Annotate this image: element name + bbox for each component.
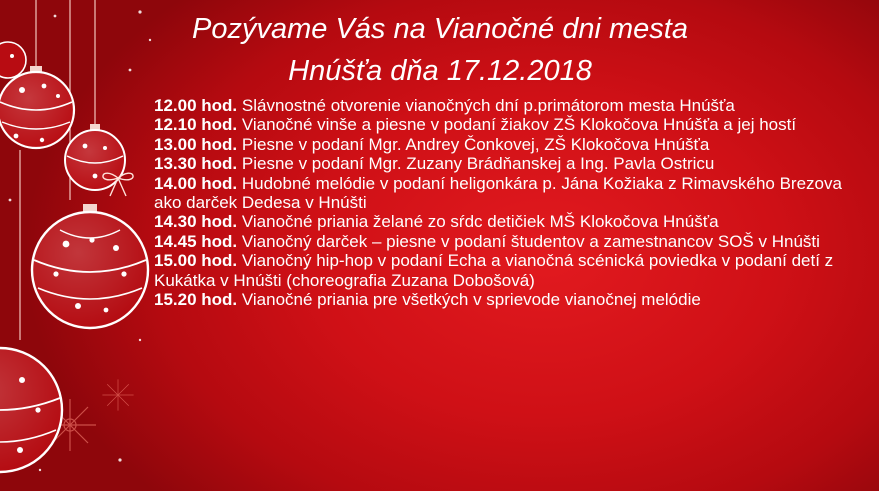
program-description: Vianočné vinše a piesne v podaní žiakov ZŠ Klokočova Hnúšťa a jej hostí — [241, 115, 797, 135]
program-list — [154, 96, 872, 309]
program-time: 12.00 hod. — [154, 96, 238, 115]
program-description: Vianočné priania želané zo sŕdc detičiek MŠ Klokočova Hnúšťa — [241, 212, 719, 232]
program-item — [154, 251, 872, 290]
program-description: Piesne v podaní Mgr. Zuzany Brádňanskej a Ing. Pavla Ostricu — [241, 154, 715, 174]
program-description: Vianočný hip-hop v podaní Echa a vianočná scénická poviedka v podaní detí z Kukátka v Hnúšti (choreografia Zuzana Dobošová) — [154, 251, 834, 290]
program-time: 14.00 hod. — [154, 173, 238, 193]
program-item — [154, 290, 872, 309]
program-description: Vianočné priania pre všetkých v sprievode vianočnej melódie — [241, 290, 701, 310]
program-description: Vianočný darček – piesne v podaní študentov a zamestnancov SOŠ v Hnúšti — [241, 231, 820, 251]
christmas-ball-icon — [65, 124, 125, 190]
program-item — [154, 174, 872, 213]
program-item — [154, 232, 872, 251]
program-item — [154, 135, 872, 154]
program-description: Piesne v podaní Mgr. Andrey Čonkovej, ZŠ Klokočova Hnúšťa — [241, 134, 710, 154]
program-item — [154, 115, 872, 134]
program-item — [154, 212, 872, 231]
program-time: 15.20 hod. — [154, 290, 238, 310]
program-item — [154, 96, 872, 115]
christmas-ball-icon — [0, 348, 62, 472]
program-item — [154, 154, 872, 173]
program-time: 13.30 hod. — [154, 154, 238, 174]
invitation-title-line-1: Pozývame Vás na Vianočné dni mesta — [192, 13, 688, 45]
program-time: 15.00 hod. — [154, 251, 238, 271]
program-time: 12.10 hod. — [154, 115, 238, 135]
program-description: Slávnostné otvorenie vianočných dní p.primátorom mesta Hnúšťa — [241, 96, 735, 115]
christmas-ball-icon — [32, 204, 148, 328]
program-time: 13.00 hod. — [154, 134, 238, 154]
program-description: Hudobné melódie v podaní heligonkára p. Jána Kožiaka z Rimavského Brezova ako darček Dedesa v Hnúšti — [154, 173, 842, 213]
invitation-title-line-2: Hnúšťa dňa 17.12.2018 — [288, 55, 592, 87]
christmas-ball-icon — [0, 42, 26, 78]
program-time: 14.45 hod. — [154, 231, 238, 251]
program-time: 14.30 hod. — [154, 212, 238, 232]
